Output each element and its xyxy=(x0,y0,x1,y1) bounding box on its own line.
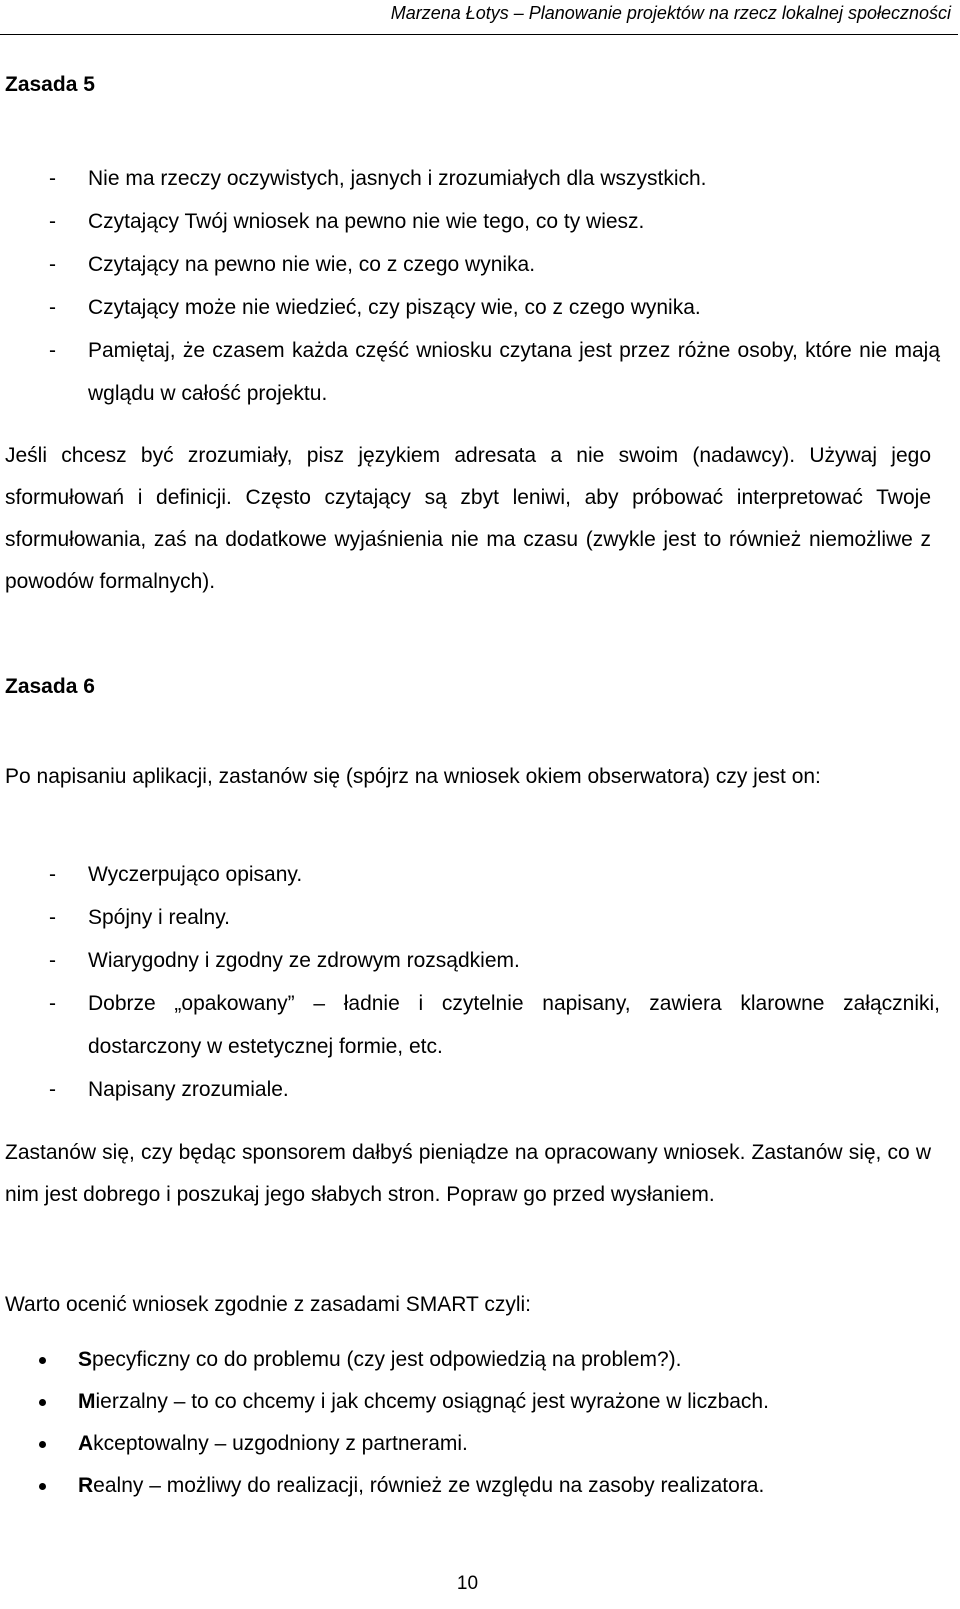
list-item xyxy=(0,329,940,415)
dash-marker: - xyxy=(49,296,56,319)
section5-dash-list xyxy=(0,157,960,415)
smart-intro: Warto ocenić wniosek zgodnie z zasadami SMART czyli: xyxy=(5,1293,531,1316)
list-item xyxy=(0,982,940,1068)
list-item-text: Spójny i realny. xyxy=(88,906,231,929)
smart-letter: R xyxy=(78,1474,94,1497)
page-number: 10 xyxy=(456,1573,479,1594)
dash-marker: - xyxy=(49,992,56,1015)
bullet-icon xyxy=(39,1483,46,1490)
list-item xyxy=(0,853,960,896)
section6-intro: Po napisaniu aplikacji, zastanów się (spójrz na wniosek okiem obserwatora) czy jest on: xyxy=(5,765,821,788)
dash-marker: - xyxy=(49,863,56,886)
list-item-text: Czytający Twój wniosek na pewno nie wie tego, co ty wiesz. xyxy=(88,210,645,233)
dash-marker: - xyxy=(49,339,56,362)
smart-bullet-list xyxy=(0,1339,960,1507)
smart-item-text: pecyficzny co do problemu (czy jest odpowiedzią na problem?). xyxy=(92,1348,682,1371)
smart-letter: S xyxy=(78,1348,93,1371)
bullet-icon xyxy=(39,1357,46,1364)
dash-marker: - xyxy=(49,210,56,233)
dash-marker: - xyxy=(49,1078,56,1101)
list-item xyxy=(0,1381,960,1423)
dash-marker: - xyxy=(49,253,56,276)
list-item xyxy=(0,939,960,982)
list-item-text: Czytający może nie wiedzieć, czy piszący wie, co z czego wynika. xyxy=(88,296,701,319)
section6-paragraph: Zastanów się, czy będąc sponsorem dałbyś pieniądze na opracowany wniosek. Zastanów się, co w nim jest dobrego i poszukaj jego słabych stron. Popraw go przed wysłaniem. xyxy=(5,1141,931,1206)
smart-letter: M xyxy=(78,1390,96,1413)
smart-item-text: kceptowalny – uzgodniony z partnerami. xyxy=(93,1432,468,1455)
list-item-text: Napisany zrozumiale. xyxy=(88,1078,289,1101)
list-item xyxy=(0,200,960,243)
list-item xyxy=(0,1423,960,1465)
dash-marker: - xyxy=(49,949,56,972)
list-item-text: Czytający na pewno nie wie, co z czego wynika. xyxy=(88,253,536,276)
dash-marker: - xyxy=(49,167,56,190)
smart-letter: A xyxy=(78,1432,94,1455)
dash-marker: - xyxy=(49,906,56,929)
running-header-title: Marzena Łotys – Planowanie projektów na rzecz lokalnej społeczności xyxy=(390,3,951,23)
list-item xyxy=(0,243,960,286)
list-item-text: Pamiętaj, że czasem każda część wniosku czytana jest przez różne osoby, które nie mają wglądu w całość projektu. xyxy=(88,339,940,405)
bullet-icon xyxy=(39,1399,46,1406)
bullet-icon xyxy=(39,1441,46,1448)
list-item xyxy=(0,1339,960,1381)
section6-dash-list xyxy=(0,853,960,1111)
section5-paragraph: Jeśli chcesz być zrozumiały, pisz językiem adresata a nie swoim (nadawcy). Używaj jego sformułowań i definicji. Często czytający są zbyt leniwi, aby próbować interpretować Twoje sformułowania, zaś na dodatkowe wyjaśnienia nie ma czasu (zwykle jest to również niemożliwe z powodów formalnych). xyxy=(5,444,931,593)
section-heading-zasada-5: Zasada 5 xyxy=(5,73,95,96)
smart-item-text: ealny – możliwy do realizacji, również ze względu na zasoby realizatora. xyxy=(93,1474,765,1497)
section-heading-zasada-6: Zasada 6 xyxy=(5,675,95,698)
list-item-text: Wyczerpująco opisany. xyxy=(88,863,303,886)
list-item xyxy=(0,1465,960,1507)
list-item xyxy=(0,286,960,329)
list-item-text: Nie ma rzeczy oczywistych, jasnych i zrozumiałych dla wszystkich. xyxy=(88,167,707,190)
list-item xyxy=(0,1068,960,1111)
list-item xyxy=(0,157,960,200)
list-item-text: Wiarygodny i zgodny ze zdrowym rozsądkiem. xyxy=(88,949,520,972)
running-header xyxy=(0,0,958,35)
list-item-text: Dobrze „opakowany” – ładnie i czytelnie napisany, zawiera klarowne załączniki, dostarczony w estetycznej formie, etc. xyxy=(88,992,940,1058)
list-item xyxy=(0,896,960,939)
smart-item-text: ierzalny – to co chcemy i jak chcemy osiągnąć jest wyrażone w liczbach. xyxy=(95,1390,769,1413)
